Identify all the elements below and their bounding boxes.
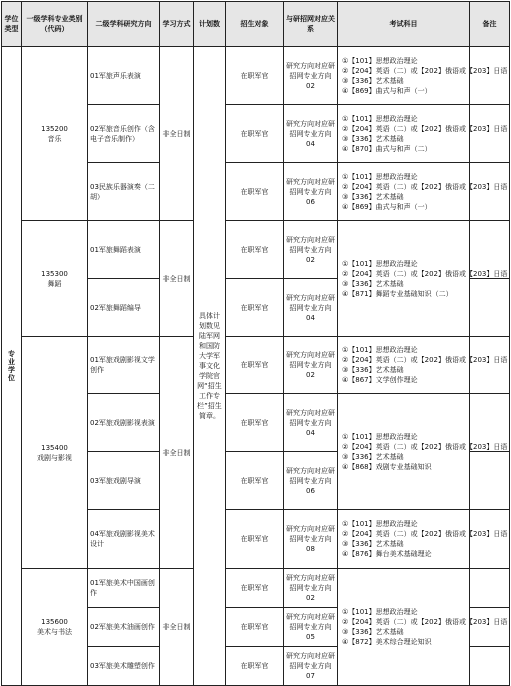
header-row [2,2,510,47]
exam-subject-line: ②【204】英语（二）或【202】俄语或【203】日语 [342,124,508,133]
exam-subject-line: ①【101】思想政治理论 [342,172,418,181]
exam-subjects-cell [338,163,508,221]
header-second-direction: 二级学科研究方向 [88,2,160,47]
table-row [2,569,510,608]
discipline-cell [22,337,88,569]
direction-cell: 01军旅戏剧影视文学创作 [88,337,160,394]
target-cell: 在职军官 [226,394,284,452]
exam-subject-line: ④【870】曲式与和声（二） [342,144,432,153]
exam-subject-line: ②【204】英语（二）或【202】俄语或【203】日语 [342,530,508,538]
notes-cell [470,647,510,686]
exam-subject-line: ①【101】思想政治理论 [342,114,418,123]
discipline-line: 135200 [41,124,68,133]
exam-subject-line: ②【204】英语（二）或【202】俄语或【203】日语 [342,618,508,626]
table-row [2,221,510,279]
exam-subject-line: ②【204】英语（二）或【202】俄语或【203】日语 [342,356,508,364]
direction-cell: 03军旅戏剧导演 [88,452,160,510]
target-cell: 在职军官 [226,163,284,221]
exam-subject-line: ④【871】舞蹈专业基础知识（二） [342,289,453,298]
exam-subject-line: ②【204】英语（二）或【202】俄语或【203】日语 [342,269,508,278]
notes-cell [470,279,510,337]
exam-subject-line: ①【101】思想政治理论 [342,608,418,616]
direction-cell: 01军旅舞蹈表演 [88,221,160,279]
exam-subjects-cell [338,47,508,105]
notes-cell [470,510,510,569]
exam-subject-line: ②【204】英语（二）或【202】俄语或【203】日语 [342,442,508,451]
exam-subject-line: ④【869】曲式与和声（一） [342,202,432,211]
header-study-mode: 学习方式 [160,2,194,47]
target-cell: 在职军官 [226,452,284,510]
direction-cell: 03军旅美术雕塑创作 [88,647,160,686]
exam-subject-line: ④【869】曲式与和声（一） [342,86,432,95]
relation-cell: 研究方向对应研招网专业方向04 [284,105,338,163]
exam-subject-line: ③【336】艺术基础 [342,279,404,288]
header-relation: 与研招网对应关系 [284,2,338,47]
study-mode-cell: 非全日制 [160,337,194,569]
discipline-cell [22,221,88,337]
exam-subject-line: ④【867】文学创作理论 [342,376,418,384]
notes-cell [470,452,510,510]
relation-cell: 研究方向对应研招网专业方向02 [284,337,338,394]
exam-subject-line: ①【101】思想政治理论 [342,346,418,354]
target-cell: 在职军官 [226,279,284,337]
exam-subject-line: ④【872】美术综合理论知识 [342,638,432,646]
exam-subject-line: ②【204】英语（二）或【202】俄语或【203】日语 [342,66,508,75]
exam-subject-line: ①【101】思想政治理论 [342,432,418,441]
relation-cell: 研究方向对应研招网专业方向05 [284,608,338,647]
direction-cell: 02军旅舞蹈编导 [88,279,160,337]
direction-cell: 02军旅美术油画创作 [88,608,160,647]
relation-cell: 研究方向对应研招网专业方向08 [284,510,338,569]
discipline-line: 音乐 [47,134,62,143]
study-mode-cell: 非全日制 [160,47,194,221]
exam-subject-line: ③【336】艺术基础 [342,76,404,85]
exam-subject-line: ③【336】艺术基础 [342,192,404,201]
exam-subject-line: ③【336】艺术基础 [342,452,404,461]
header-exam-subjects: 考试科目 [338,2,470,47]
header-degree-type: 学位类型 [2,2,22,47]
relation-cell: 研究方向对应研招网专业方向04 [284,394,338,452]
exam-subject-line: ③【336】艺术基础 [342,366,404,374]
direction-cell: 01军旅声乐表演 [88,47,160,105]
notes-cell [470,47,510,105]
plan-count-cell: 具体计划数见陆军网和国防大学军事文化学院官网“招生工作专栏”招生简章。 [194,47,226,686]
exam-subject-line: ③【336】艺术基础 [342,628,404,636]
target-cell: 在职军官 [226,47,284,105]
exam-subjects-cell [338,105,508,163]
exam-subjects-cell [338,394,508,510]
exam-subjects-cell [338,510,508,569]
relation-cell: 研究方向对应研招网专业方向04 [284,279,338,337]
relation-cell: 研究方向对应研招网专业方向02 [284,569,338,608]
target-cell: 在职军官 [226,337,284,394]
direction-cell: 02军旅戏剧影视表演 [88,394,160,452]
relation-cell: 研究方向对应研招网专业方向07 [284,647,338,686]
target-cell: 在职军官 [226,221,284,279]
discipline-line: 美术与书法 [37,628,72,636]
exam-subject-line: ①【101】思想政治理论 [342,259,418,268]
relation-cell: 研究方向对应研招网专业方向06 [284,452,338,510]
exam-subject-line: ③【336】艺术基础 [342,540,404,548]
exam-subject-line: ④【876】舞台美术基础理论 [342,550,432,558]
exam-subject-line: ②【204】英语（二）或【202】俄语或【203】日语 [342,182,508,191]
exam-subject-line: ①【101】思想政治理论 [342,56,418,65]
discipline-cell [22,569,88,686]
relation-cell: 研究方向对应研招网专业方向02 [284,47,338,105]
table-body [2,47,510,686]
notes-cell [470,569,510,608]
table-row [2,337,510,394]
exam-subjects-cell [338,221,508,337]
discipline-line: 135400 [41,443,68,452]
target-cell: 在职军官 [226,510,284,569]
exam-subjects-cell [338,337,508,394]
exam-subject-line: ③【336】艺术基础 [342,134,404,143]
table-row [2,47,510,105]
study-mode-cell: 非全日制 [160,221,194,337]
exam-subject-line: ④【868】戏剧专业基础知识 [342,462,432,471]
direction-cell: 03民族乐器演奏（二胡） [88,163,160,221]
exam-subject-line: ①【101】思想政治理论 [342,520,418,528]
discipline-cell [22,47,88,221]
notes-cell [470,337,510,394]
header-target: 招生对象 [226,2,284,47]
discipline-line: 戏剧与影视 [37,453,72,462]
degree-type-label: 专业学位 [7,350,16,382]
notes-cell [470,163,510,221]
target-cell: 在职军官 [226,105,284,163]
relation-cell: 研究方向对应研招网专业方向02 [284,221,338,279]
direction-cell: 02军旅音乐创作（含电子音乐制作） [88,105,160,163]
target-cell: 在职军官 [226,608,284,647]
discipline-line: 135600 [41,618,68,626]
notes-cell [470,105,510,163]
header-notes: 备注 [470,2,510,47]
direction-cell: 04军旅戏剧影视美术设计 [88,510,160,569]
direction-cell: 01军旅美术中国画创作 [88,569,160,608]
discipline-line: 135300 [41,269,68,278]
discipline-line: 舞蹈 [47,279,62,288]
admissions-table [1,1,510,686]
exam-subjects-cell [338,569,508,686]
header-first-discipline: 一级学科专业类别（代码） [22,2,88,47]
study-mode-cell: 非全日制 [160,569,194,686]
degree-type-cell [2,47,22,686]
target-cell: 在职军官 [226,647,284,686]
header-plan-count: 计划数 [194,2,226,47]
notes-cell [470,608,510,647]
relation-cell: 研究方向对应研招网专业方向06 [284,163,338,221]
target-cell: 在职军官 [226,569,284,608]
